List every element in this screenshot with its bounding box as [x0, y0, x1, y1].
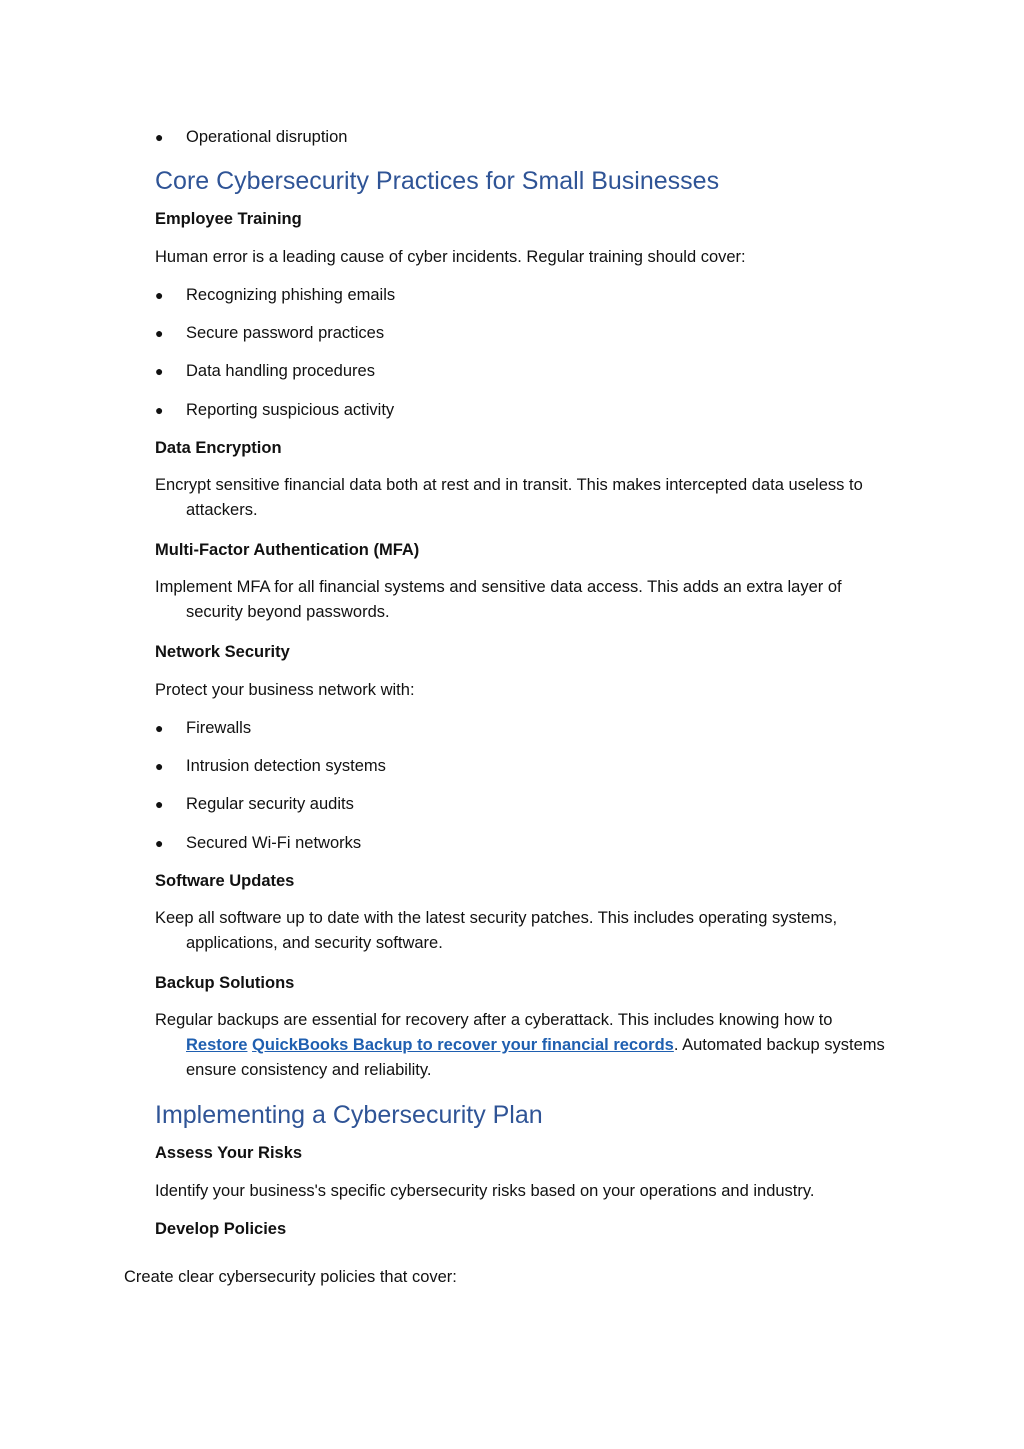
list-item: Operational disruption	[186, 128, 348, 146]
paragraph-network-security: Protect your business network with:	[155, 681, 415, 699]
bullet-marker: ●	[155, 835, 164, 851]
paragraph-software-updates-line1: Keep all software up to date with the latest security patches. This includes operating systems,	[155, 909, 838, 927]
paragraph-backup-line2	[186, 1033, 885, 1058]
list-item: Firewalls	[186, 719, 252, 737]
paragraph-data-encryption-line1: Encrypt sensitive financial data both at rest and in transit. This makes intercepted data useless to	[155, 476, 863, 494]
subheading-data-encryption: Data Encryption	[155, 439, 282, 457]
quickbooks-backup-link[interactable]: QuickBooks Backup to recover your financial records	[252, 1036, 674, 1054]
subheading-backup-solutions: Backup Solutions	[155, 974, 295, 992]
bullet-marker: ●	[155, 287, 164, 303]
paragraph-backup-line3: ensure consistency and reliability.	[186, 1061, 432, 1079]
paragraph-mfa-line1: Implement MFA for all financial systems and sensitive data access. This adds an extra layer of	[155, 578, 842, 596]
list-item: Recognizing phishing emails	[186, 286, 396, 304]
subheading-develop-policies: Develop Policies	[155, 1220, 287, 1238]
list-item: Secure password practices	[186, 324, 385, 342]
section-heading-core-practices: Core Cybersecurity Practices for Small Businesses	[155, 167, 720, 195]
paragraph-develop-policies: Create clear cybersecurity policies that cover:	[124, 1268, 457, 1286]
subheading-employee-training: Employee Training	[155, 210, 302, 228]
bullet-marker: ●	[155, 363, 164, 379]
list-item: Secured Wi-Fi networks	[186, 834, 362, 852]
paragraph-employee-training: Human error is a leading cause of cyber incidents. Regular training should cover:	[155, 248, 746, 266]
list-item: Intrusion detection systems	[186, 757, 386, 775]
list-item: Regular security audits	[186, 795, 354, 813]
subheading-network-security: Network Security	[155, 643, 290, 661]
paragraph-software-updates-line2: applications, and security software.	[186, 934, 443, 952]
paragraph-data-encryption-line2: attackers.	[186, 501, 258, 519]
list-item: Data handling procedures	[186, 362, 375, 380]
subheading-assess-risks: Assess Your Risks	[155, 1144, 303, 1162]
bullet-marker: ●	[155, 796, 164, 812]
bullet-marker: ●	[155, 129, 164, 145]
bullet-marker: ●	[155, 720, 164, 736]
paragraph-backup-line1: Regular backups are essential for recovery after a cyberattack. This includes knowing how to	[155, 1011, 833, 1029]
subheading-software-updates: Software Updates	[155, 872, 295, 890]
bullet-marker: ●	[155, 758, 164, 774]
paragraph-backup-line2-tail: . Automated backup systems	[673, 1036, 885, 1054]
list-item: Reporting suspicious activity	[186, 401, 395, 419]
bullet-marker: ●	[155, 325, 164, 341]
bullet-marker: ●	[155, 402, 164, 418]
subheading-mfa: Multi-Factor Authentication (MFA)	[155, 541, 420, 559]
paragraph-mfa-line2: security beyond passwords.	[186, 603, 390, 621]
paragraph-assess-risks: Identify your business's specific cybersecurity risks based on your operations and industry.	[155, 1182, 815, 1200]
section-heading-implementing-plan: Implementing a Cybersecurity Plan	[155, 1101, 543, 1129]
restore-link[interactable]: Restore	[186, 1036, 248, 1054]
